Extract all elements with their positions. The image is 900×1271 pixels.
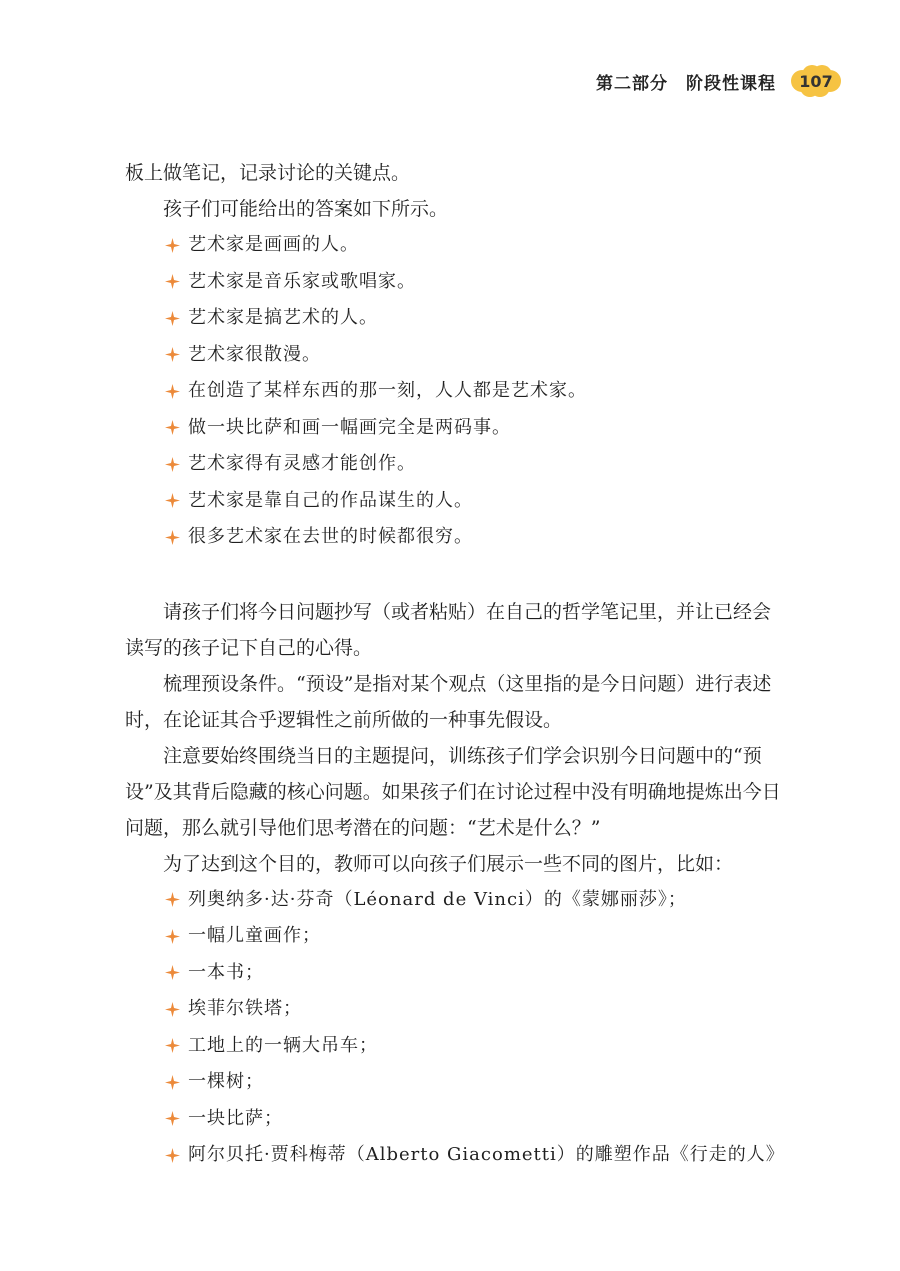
paragraph-1: 板上做笔记，记录讨论的关键点。 [125, 162, 411, 184]
chapter-title: 阶段性课程 [686, 73, 776, 94]
four-point-star-icon [165, 238, 180, 253]
four-point-star-icon [165, 274, 180, 289]
list-item [125, 227, 785, 264]
four-point-star-icon [165, 530, 180, 545]
list-item [125, 300, 785, 337]
list-item [125, 991, 785, 1028]
section-gap [125, 556, 785, 594]
four-point-star-icon [165, 892, 180, 907]
four-point-star-icon [165, 493, 180, 508]
page-number: 107 [799, 71, 833, 91]
four-point-star-icon [165, 929, 180, 944]
list-item [125, 882, 785, 919]
list-item [125, 264, 785, 301]
list-item [125, 955, 785, 992]
list-item-text: 艺术家是靠自己的作品谋生的人。 [188, 489, 473, 511]
page-body [125, 155, 785, 1174]
four-point-star-icon [165, 1075, 180, 1090]
list-item-text: 列奥纳多·达·芬奇（Léonard de Vinci）的《蒙娜丽莎》； [188, 888, 687, 910]
paragraph-4: 梳理预设条件。“预设”是指对某个观点（这里指的是今日问题）进行表述时，在论证其合乎逻辑性之前所做的一种事先假设。 [125, 672, 772, 731]
four-point-star-icon [165, 1111, 180, 1126]
four-point-star-icon [165, 420, 180, 435]
list-item [125, 337, 785, 374]
list-item-text: 艺术家是画画的人。 [188, 234, 359, 255]
list-item-text: 一棵树； [188, 1071, 264, 1092]
list-item-text: 做一块比萨和画一幅画完全是两码事。 [188, 416, 511, 438]
list-item-text: 一幅儿童画作； [188, 925, 321, 946]
four-point-star-icon [165, 1038, 180, 1053]
list-item [125, 918, 785, 955]
list-item-text: 一块比萨； [188, 1107, 283, 1129]
list-item-text: 一本书； [188, 961, 264, 983]
four-point-star-icon [165, 1148, 180, 1163]
list-item-text: 艺术家是音乐家或歌唱家。 [188, 270, 416, 292]
four-point-star-icon [165, 384, 180, 399]
page-header [596, 64, 842, 98]
examples-list [125, 882, 785, 1174]
list-item-text: 艺术家很散漫。 [188, 343, 321, 365]
four-point-star-icon [165, 311, 180, 326]
list-item [125, 373, 785, 410]
list-item [125, 1064, 785, 1101]
paragraph-3: 请孩子们将今日问题抄写（或者粘贴）在自己的哲学笔记里，并让已经会读写的孩子记下自己的心得。 [125, 600, 772, 659]
list-item-text: 工地上的一辆大吊车； [188, 1034, 378, 1056]
list-item [125, 446, 785, 483]
paragraph-6: 为了达到这个目的，教师可以向孩子们展示一些不同的图片，比如： [163, 852, 734, 875]
list-item-text: 艺术家得有灵感才能创作。 [188, 453, 416, 474]
list-item [125, 519, 785, 556]
list-item [125, 410, 785, 447]
list-item [125, 483, 785, 520]
list-item [125, 1137, 785, 1174]
four-point-star-icon [165, 1002, 180, 1017]
list-item-text: 很多艺术家在去世的时候都很穷。 [188, 526, 473, 547]
page-number-badge [790, 64, 842, 98]
paragraph-2: 孩子们可能给出的答案如下所示。 [163, 198, 449, 220]
list-item-text: 艺术家是搞艺术的人。 [188, 307, 378, 328]
list-item [125, 1101, 785, 1138]
four-point-star-icon [165, 347, 180, 362]
answers-list [125, 227, 785, 556]
section-title: 第二部分 [596, 73, 668, 94]
list-item-text: 阿尔贝托·贾科梅蒂（Alberto Giacometti）的雕塑作品《行走的人》 [188, 1144, 785, 1165]
list-item-text: 埃菲尔铁塔； [188, 998, 302, 1019]
paragraph-5: 注意要始终围绕当日的主题提问，训练孩子们学会识别今日问题中的“预设”及其背后隐藏的核心问题。如果孩子们在讨论过程中没有明确地提炼出今日问题，那么就引导他们思考潜在的问题：“艺术是什么？” [125, 744, 781, 839]
list-item-text: 在创造了某样东西的那一刻，人人都是艺术家。 [188, 380, 587, 401]
list-item [125, 1028, 785, 1065]
four-point-star-icon [165, 457, 180, 472]
four-point-star-icon [165, 965, 180, 980]
